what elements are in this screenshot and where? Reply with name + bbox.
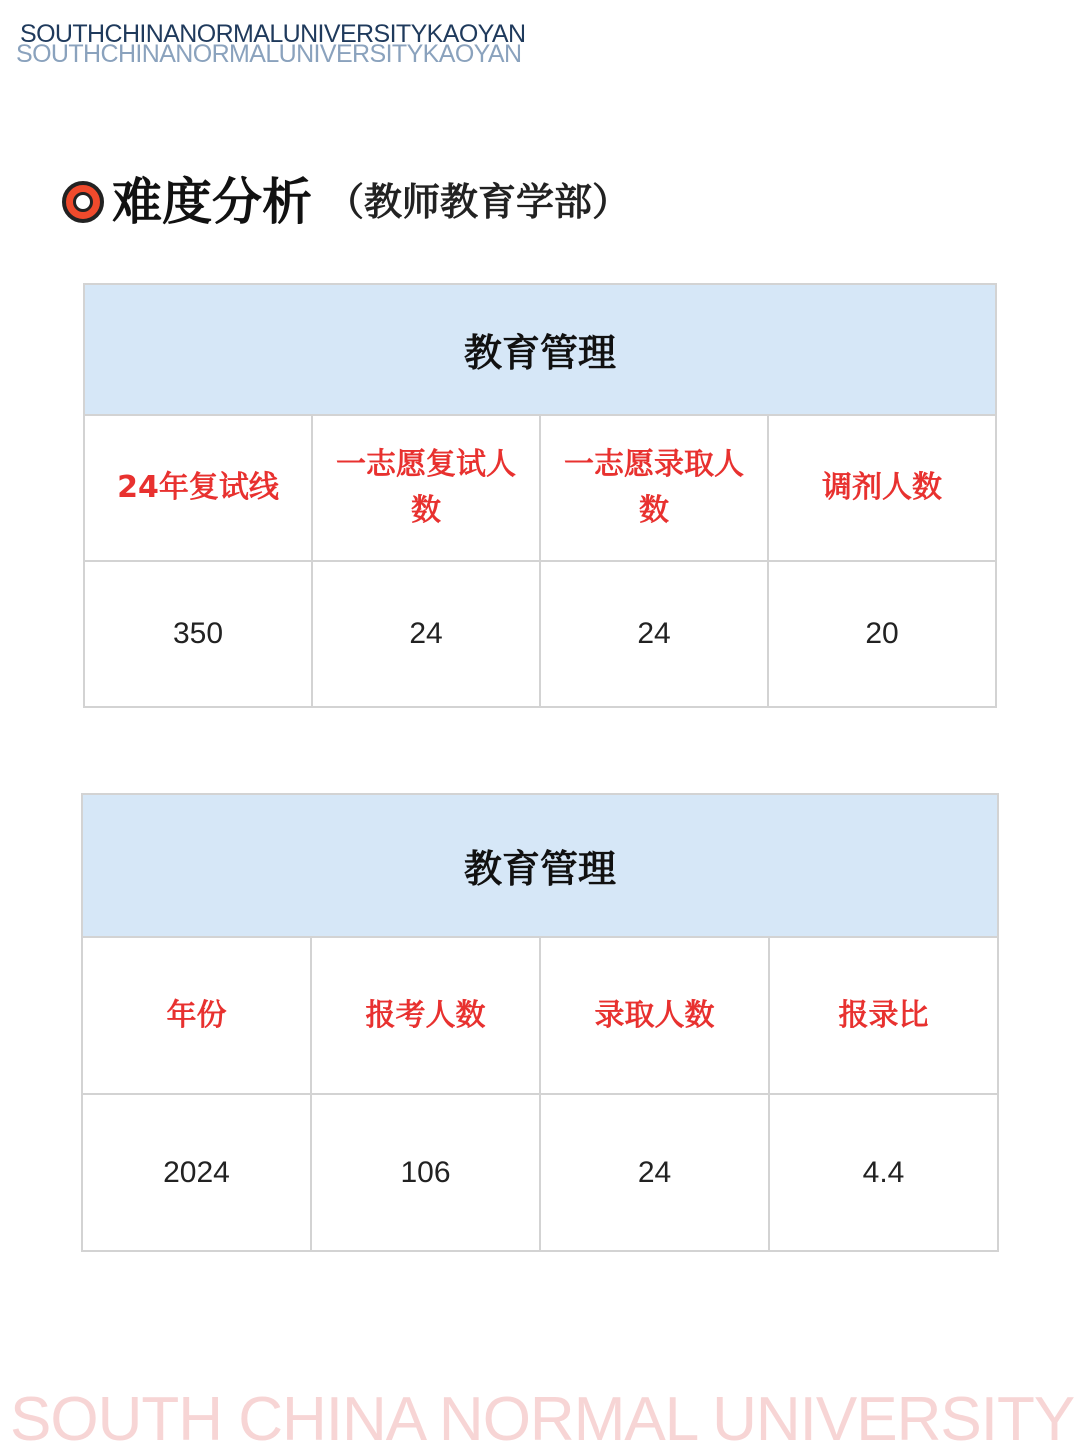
table-cell: 350 (84, 561, 312, 707)
header-line-1: SOUTHCHINANORMALUNIVERSITYKAOYAN (20, 20, 526, 48)
table-cell: 4.4 (769, 1094, 998, 1251)
header-watermark (16, 20, 556, 70)
section-title (62, 170, 630, 234)
header-line-2: SOUTHCHINANORMALUNIVERSITYKAOYAN (16, 40, 522, 68)
column-header: 报考人数 (311, 937, 540, 1094)
table-header-row (84, 284, 996, 415)
table-header-row (82, 794, 998, 937)
section-title-subtitle: （教师教育学部） (326, 179, 631, 224)
table-row (82, 1094, 998, 1251)
footer-watermark: SOUTH CHINA NORMAL UNIVERSITY (10, 1385, 1075, 1454)
table-label-row (84, 415, 996, 561)
table-cell: 24 (312, 561, 540, 707)
column-header: 年份 (82, 937, 311, 1094)
table-cell: 24 (540, 561, 768, 707)
column-header: 调剂人数 (768, 415, 996, 561)
section-title-main: 难度分析 (112, 172, 312, 231)
table-cell: 20 (768, 561, 996, 707)
table-title: 教育管理 (84, 284, 996, 415)
ring-icon (62, 181, 104, 223)
table-retest-stats (83, 283, 997, 708)
column-header: 24年复试线 (84, 415, 312, 561)
table-label-row (82, 937, 998, 1094)
column-header: 一志愿复试人数 (312, 415, 540, 561)
table-cell: 106 (311, 1094, 540, 1251)
table-row (84, 561, 996, 707)
column-header: 录取人数 (540, 937, 769, 1094)
table-cell: 2024 (82, 1094, 311, 1251)
table-title: 教育管理 (82, 794, 998, 937)
column-header: 一志愿录取人数 (540, 415, 768, 561)
table-cell: 24 (540, 1094, 769, 1251)
column-header: 报录比 (769, 937, 998, 1094)
table-admission-ratio (81, 793, 999, 1252)
